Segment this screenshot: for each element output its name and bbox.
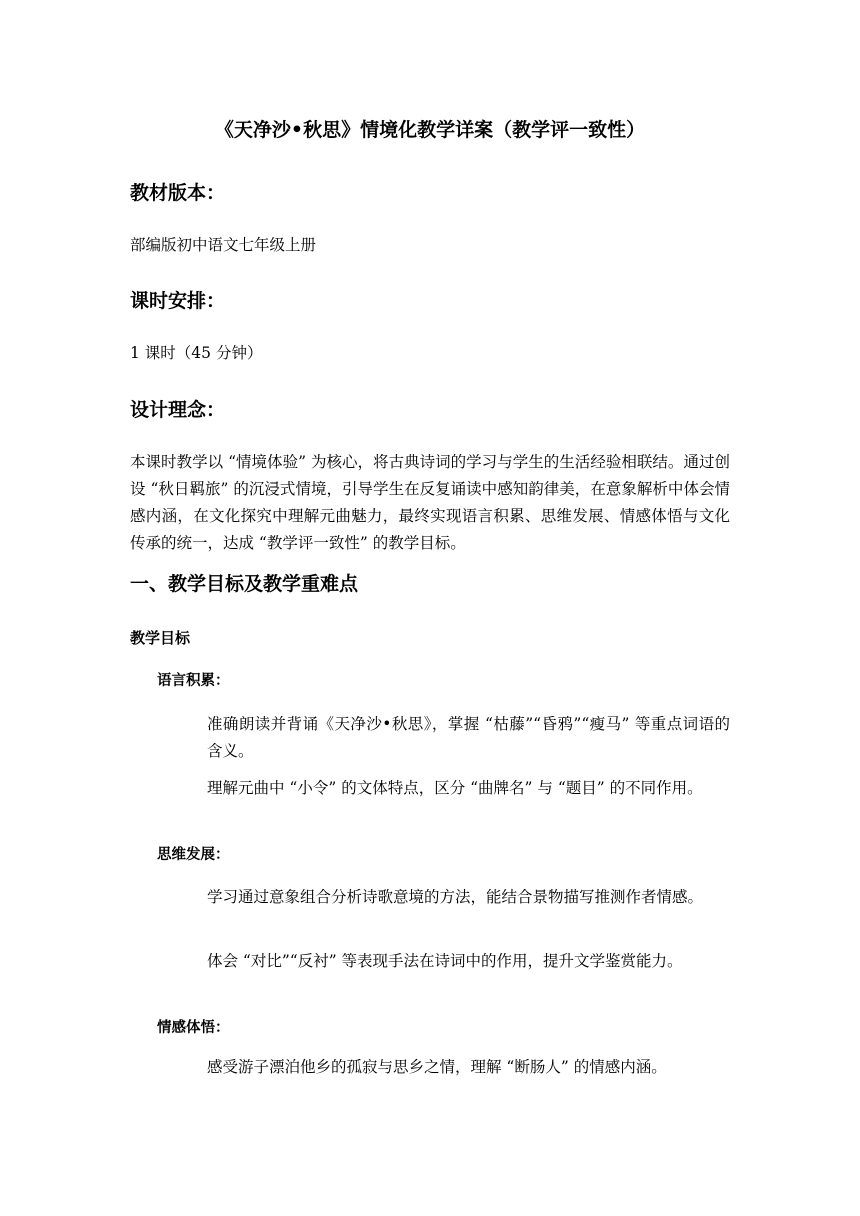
schedule-text: 1 课时（45 分钟）: [130, 344, 263, 362]
design-text: 本课时教学以 “情境体验” 为核心，将古典诗词的学习与学生的生活经验相联结。通过创设 “秋日羁旅” 的沉浸式情境，引导学生在反复诵读中感知韵律美，在意象解析中体会情感内涵，在文化探究中理解元曲魅力，最终实现语言积累、思维发展、情感体悟与文化传承的统一，达成 “教学评一致性” 的教学目标。: [130, 453, 730, 552]
design-heading: 设计理念：: [130, 399, 226, 421]
emotion-heading: 情感体悟：: [157, 1020, 230, 1036]
emotion-item-1: 感受游子漂泊他乡的孤寂与思乡之情，理解 “断肠人” 的情感内涵。: [207, 1058, 667, 1076]
document-title: 《天净沙•秋思》情境化教学详案（教学评一致性）: [214, 119, 646, 141]
schedule-heading: 课时安排：: [130, 290, 226, 312]
textbook-text: 部编版初中语文七年级上册: [130, 236, 317, 254]
thinking-heading: 思维发展：: [157, 847, 230, 863]
language-heading: 语言积累：: [157, 673, 230, 689]
thinking-item-1: 学习通过意象组合分析诗歌意境的方法，能结合景物描写推测作者情感。: [207, 888, 704, 906]
thinking-item-2: 体会 “对比”“反衬” 等表现手法在诗词中的作用，提升文学鉴赏能力。: [207, 952, 683, 970]
language-item-2: 理解元曲中 “小令” 的文体特点，区分 “曲牌名” 与 “题目” 的不同作用。: [207, 779, 703, 797]
textbook-heading: 教材版本：: [130, 182, 226, 204]
language-item-1: 准确朗读并背诵《天净沙•秋思》，掌握 “枯藤”“昏鸦”“瘦马” 等重点词语的含义。: [207, 715, 730, 760]
goals-heading: 教学目标: [130, 629, 191, 647]
section1-heading: 一、教学目标及教学重难点: [130, 573, 359, 595]
